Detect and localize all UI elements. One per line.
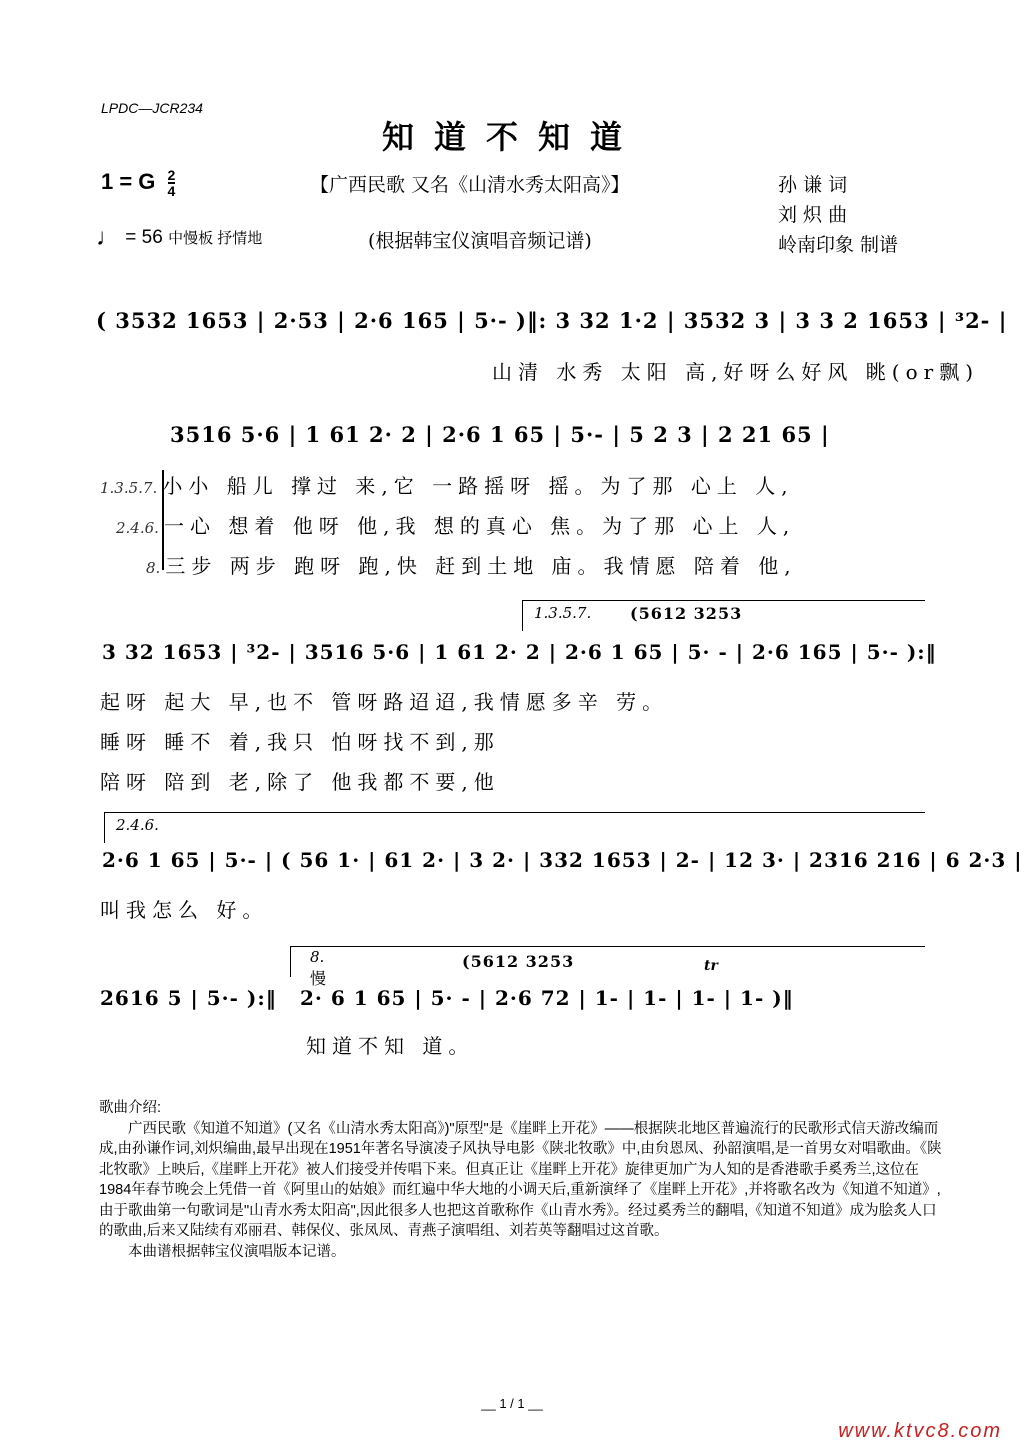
score-line-1: ( 3532 1653 | 2·53 | 2·6 165 | 5·- )‖: 3 32 1·2 | 3532 3 | 3 3 2 1653 | ³2- | (96, 308, 1008, 333)
time-signature (168, 168, 176, 198)
transcription-note: (根据韩宝仪演唱音频记谱) (368, 230, 592, 252)
lyric-line-3a: 起呀 起大 早,也不 管呀路迢迢,我情愿多辛 劳。 (100, 690, 669, 714)
verse-number: 8. (146, 559, 161, 577)
key-signature (101, 168, 175, 198)
time-top: 2 (167, 167, 176, 183)
quarter-note-icon: ♩ (96, 224, 120, 251)
interlude-notes: (5612 3253 (630, 604, 743, 623)
verse-row-3 (146, 550, 797, 579)
key-label: 1 = G (101, 168, 156, 194)
score-line-4: 2·6 1 65 | 5·- | ( 56 1· | 61 2· | 3 2· | 332 1653 | 2- | 12 3· | 2316 216 | 6 2·3 | (102, 848, 1023, 872)
volta-bracket-3 (290, 946, 925, 977)
song-introduction (99, 1098, 949, 1262)
volta-label-3: 8. (310, 948, 325, 966)
verse-row-1 (100, 470, 794, 499)
time-bottom: 4 (167, 183, 176, 199)
song-title: 知道不知道 (381, 118, 642, 156)
intro-paragraph-1: 广西民歌《知道不知道》(又名《山清水秀太阳高》)"原型"是《崖畔上开花》——根据陕北地区普遍流行的民歌形式信天游改编而成,由孙谦作词,刘炽编曲,最早出现在1951年著名导演凌子风执导电影《陕北牧歌》中,由贠恩凤、孙韶演唱,是一首男女对唱歌曲。《陕北牧歌》上映后,《崖畔上开花》被人们接受并传唱下来。但真正让《崖畔上开花》旋律更加广为人知的是香港歌手奚秀兰,这位在1984年春节晚会上凭借一首《阿里山的姑娘》而红遍中华大地的小调天后,重新演绎了《崖畔上开花》,并将歌名改为《知道不知道》,由于歌曲第一句歌词是"山青水秀太阳高",因此很多人也把这首歌称作《山青水秀》。经过奚秀兰的翻唱,《知道不知道》成为脍炙人口的歌曲,后来又陆续有邓丽君、韩保仪、张凤凤、青燕子演唱组、刘若英等翻唱过这首歌。 (99, 1120, 942, 1239)
lyric-line-3b: 睡呀 睡不 着,我只 怕呀找不到,那 (100, 730, 500, 754)
lyric-line-4: 叫我怎么 好。 (100, 898, 269, 922)
slow-marking: 慢 (310, 969, 327, 988)
document-code: LPDC—JCR234 (101, 100, 203, 116)
verse-lyric: 一心 想着 他呀 他,我 想的真心 焦。为了那 心上 人, (164, 514, 796, 538)
credit-composer: 刘 炽 曲 (778, 204, 848, 226)
tempo-marking (96, 224, 262, 252)
score-line-5b: 2· 6 1 65 | 5· - | 2·6 72 | 1- | 1- | 1- | 1- )‖ (300, 986, 794, 1010)
score-line-5a: 2616 5 | 5·- ):‖ (100, 986, 277, 1010)
intro-paragraph-2: 本曲谱根据韩宝仪演唱版本记谱。 (128, 1243, 346, 1260)
tempo-value: = 56 (125, 227, 163, 248)
site-watermark: www.ktvc8.com (838, 1420, 1002, 1442)
tempo-description: 中慢板 抒情地 (168, 230, 263, 247)
verse-number: 2.4.6. (116, 519, 159, 537)
credit-arranger: 岭南印象 制谱 (778, 234, 899, 256)
volta-label-2: 2.4.6. (116, 816, 159, 834)
volta-label-1: 1.3.5.7. (534, 604, 592, 622)
lyric-line-5: 知道不知 道。 (306, 1034, 475, 1058)
score-line-3: 3 32 1653 | ³2- | 3516 5·6 | 1 61 2· 2 | 2·6 1 65 | 5· - | 2·6 165 | 5·- ):‖ (102, 640, 937, 664)
verse-lyric: 三步 两步 跑呀 跑,快 赶到土地 庙。我情愿 陪着 他, (165, 554, 797, 578)
interlude-notes-2: (5612 3253 (462, 952, 575, 971)
intro-heading: 歌曲介绍: (99, 1100, 162, 1116)
volta-bracket-2 (104, 812, 925, 843)
lyric-line-1: 山清 水秀 太阳 高,好呀么好风 眺(or飘) (492, 360, 979, 384)
page-number: __ 1 / 1 __ (481, 1396, 543, 1411)
score-line-2: 3516 5·6 | 1 61 2· 2 | 2·6 1 65 | 5·- | 5 2 3 | 2 21 65 | (170, 422, 830, 447)
credit-lyricist: 孙 谦 词 (778, 174, 848, 196)
lyric-line-3c: 陪呀 陪到 老,除了 他我都不要,他 (100, 770, 500, 794)
verse-number: 1.3.5.7. (100, 479, 158, 497)
song-source: 【广西民歌 又名《山清水秀太阳高》】 (310, 174, 630, 196)
verse-row-2 (116, 510, 795, 539)
verse-lyric: 小小 船儿 撑过 来,它 一路摇呀 摇。为了那 心上 人, (162, 474, 794, 498)
trill-mark: tr (704, 958, 718, 974)
